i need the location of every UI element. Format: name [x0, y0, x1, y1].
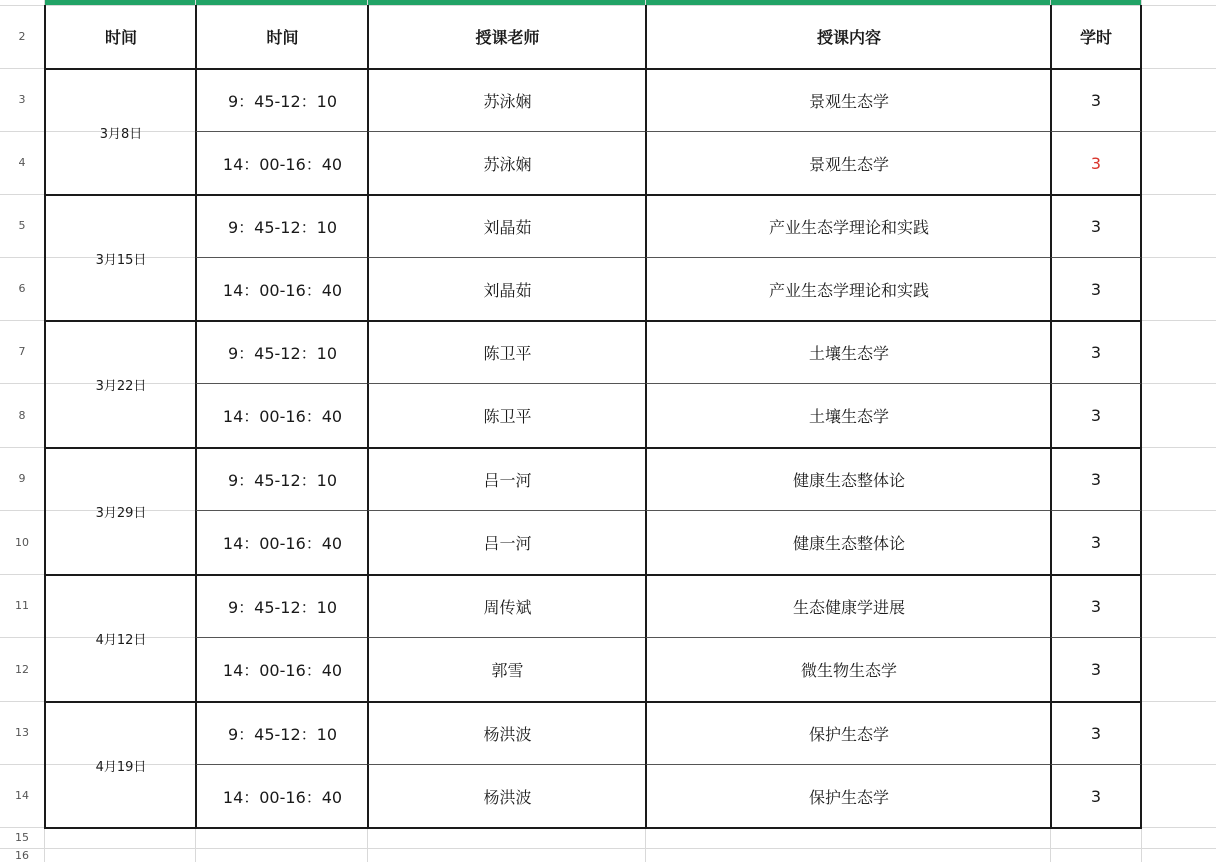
- hours-cell[interactable]: 3: [1050, 131, 1142, 194]
- time-cell[interactable]: 14：00-16：40: [195, 131, 368, 194]
- hours-cell[interactable]: 3: [1050, 257, 1142, 320]
- content-cell[interactable]: 土壤生态学: [645, 320, 1051, 383]
- date-cell[interactable]: 4月12日: [44, 574, 196, 701]
- time-cell[interactable]: 9：45-12：10: [195, 701, 368, 764]
- row-number[interactable]: 8: [18, 408, 26, 422]
- time-cell[interactable]: 9：45-12：10: [195, 320, 368, 383]
- content-cell[interactable]: 景观生态学: [645, 131, 1051, 194]
- row-number[interactable]: 5: [18, 219, 26, 232]
- row-number[interactable]: 13: [15, 726, 29, 739]
- hours-cell[interactable]: 3: [1050, 637, 1142, 701]
- teacher-cell[interactable]: 刘晶茹: [367, 257, 646, 320]
- row-number[interactable]: 4: [18, 156, 26, 169]
- date-cell[interactable]: 3月29日: [44, 447, 196, 574]
- teacher-cell[interactable]: 陈卫平: [367, 320, 646, 383]
- date-cell[interactable]: 4月19日: [44, 701, 196, 829]
- content-cell[interactable]: 产业生态学理论和实践: [645, 257, 1051, 320]
- content-cell[interactable]: 保护生态学: [645, 701, 1051, 764]
- hours-cell[interactable]: 3: [1050, 764, 1142, 829]
- hours-cell[interactable]: 3: [1050, 383, 1142, 447]
- teacher-cell[interactable]: 陈卫平: [367, 383, 646, 447]
- row-number[interactable]: 16: [15, 848, 29, 862]
- content-cell[interactable]: 保护生态学: [645, 764, 1051, 829]
- hours-cell[interactable]: 3: [1050, 701, 1142, 764]
- hours-cell[interactable]: 3: [1050, 320, 1142, 383]
- content-cell[interactable]: 景观生态学: [645, 68, 1051, 131]
- row-number[interactable]: 10: [15, 535, 29, 549]
- content-cell[interactable]: 健康生态整体论: [645, 510, 1051, 574]
- teacher-cell[interactable]: 苏泳娴: [367, 68, 646, 131]
- date-cell[interactable]: 3月8日: [44, 68, 196, 194]
- row-number[interactable]: 7: [18, 345, 26, 358]
- teacher-cell[interactable]: 苏泳娴: [367, 131, 646, 194]
- hours-cell[interactable]: 3: [1050, 68, 1142, 131]
- row-number[interactable]: 2: [18, 30, 26, 43]
- teacher-cell[interactable]: 杨洪波: [367, 701, 646, 764]
- time-cell[interactable]: 14：00-16：40: [195, 257, 368, 320]
- header-teacher[interactable]: 授课老师: [367, 5, 646, 68]
- hours-cell[interactable]: 3: [1050, 574, 1142, 637]
- date-cell[interactable]: 3月15日: [44, 194, 196, 320]
- hours-cell[interactable]: 3: [1050, 447, 1142, 510]
- header-hours[interactable]: 学时: [1050, 5, 1142, 68]
- header-date[interactable]: 时间: [44, 5, 196, 68]
- time-cell[interactable]: 9：45-12：10: [195, 574, 368, 637]
- teacher-cell[interactable]: 杨洪波: [367, 764, 646, 829]
- hours-cell[interactable]: 3: [1050, 194, 1142, 257]
- content-cell[interactable]: 产业生态学理论和实践: [645, 194, 1051, 257]
- row-number[interactable]: 11: [15, 599, 29, 612]
- time-cell[interactable]: 14：00-16：40: [195, 637, 368, 701]
- teacher-cell[interactable]: 吕一河: [367, 510, 646, 574]
- time-cell[interactable]: 9：45-12：10: [195, 68, 368, 131]
- content-cell[interactable]: 生态健康学进展: [645, 574, 1051, 637]
- time-cell[interactable]: 14：00-16：40: [195, 510, 368, 574]
- row-number[interactable]: 6: [18, 282, 26, 295]
- row-number[interactable]: 12: [15, 662, 29, 676]
- time-cell[interactable]: 9：45-12：10: [195, 194, 368, 257]
- content-cell[interactable]: 微生物生态学: [645, 637, 1051, 701]
- teacher-cell[interactable]: 周传斌: [367, 574, 646, 637]
- header-content[interactable]: 授课内容: [645, 5, 1051, 68]
- time-cell[interactable]: 14：00-16：40: [195, 764, 368, 829]
- hours-cell[interactable]: 3: [1050, 510, 1142, 574]
- teacher-cell[interactable]: 刘晶茹: [367, 194, 646, 257]
- time-cell[interactable]: 9：45-12：10: [195, 447, 368, 510]
- row-number[interactable]: 3: [18, 93, 26, 106]
- time-cell[interactable]: 14：00-16：40: [195, 383, 368, 447]
- gridline-horizontal: [0, 848, 1216, 849]
- date-cell[interactable]: 3月22日: [44, 320, 196, 447]
- content-cell[interactable]: 土壤生态学: [645, 383, 1051, 447]
- teacher-cell[interactable]: 郭雪: [367, 637, 646, 701]
- header-time[interactable]: 时间: [195, 5, 368, 68]
- row-number[interactable]: 15: [15, 831, 29, 844]
- content-cell[interactable]: 健康生态整体论: [645, 447, 1051, 510]
- row-number[interactable]: 9: [18, 472, 26, 485]
- teacher-cell[interactable]: 吕一河: [367, 447, 646, 510]
- row-number[interactable]: 14: [15, 789, 29, 802]
